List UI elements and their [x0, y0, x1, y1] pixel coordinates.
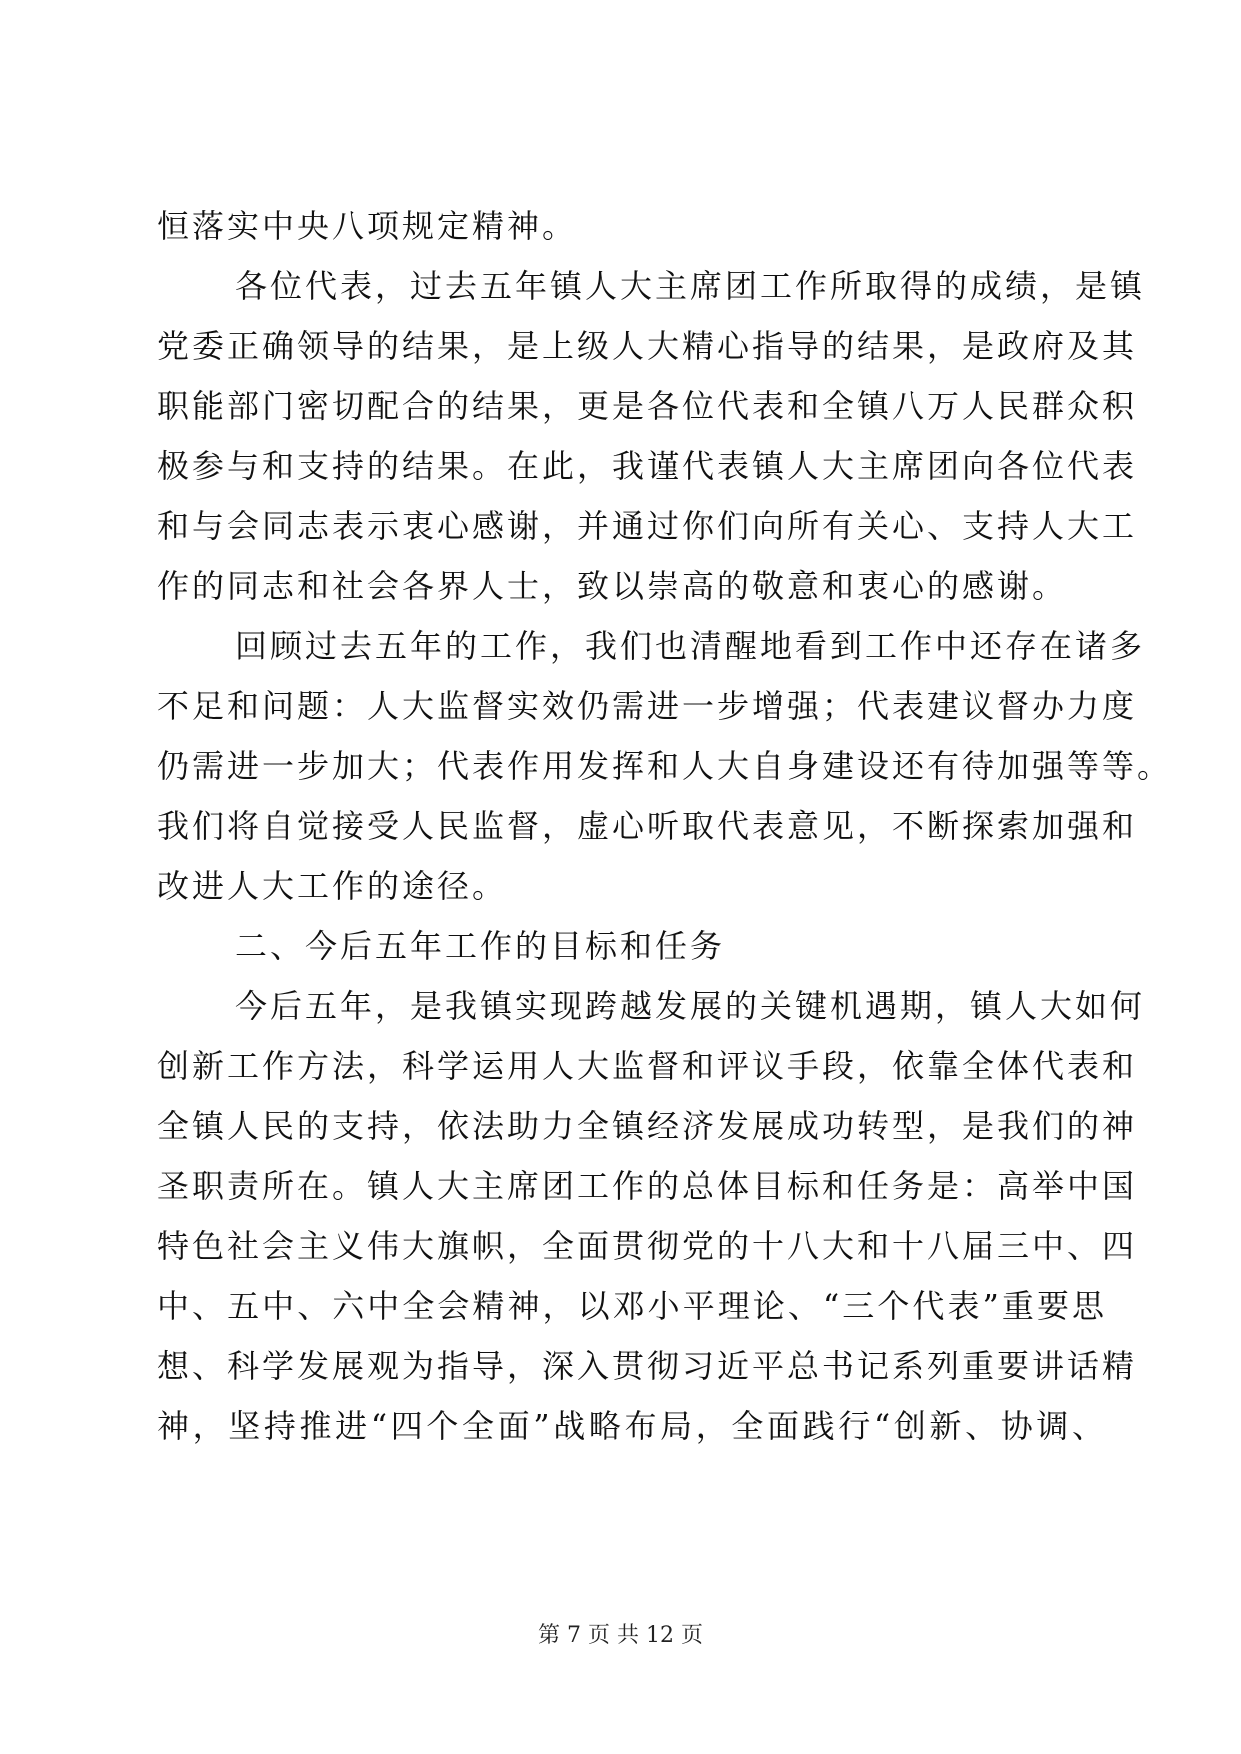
page-number: 第 7 页 共 12 页: [538, 1623, 703, 1648]
text-line: 特色社会主义伟大旗帜，全面贯彻党的十八大和十八届三中、四: [157, 1227, 1138, 1265]
text-line: 全镇人民的支持，依法助力全镇经济发展成功转型，是我们的神: [157, 1107, 1138, 1145]
text-line: 今后五年，是我镇实现跨越发展的关键机遇期，镇人大如何: [235, 987, 1146, 1025]
text-line: 神，坚持推进“四个全面”战略布局，全面践行“创新、协调、: [157, 1407, 1107, 1445]
text-line: 职能部门密切配合的结果，更是各位代表和全镇八万人民群众积: [157, 387, 1138, 425]
text-line: 极参与和支持的结果。在此，我谨代表镇人大主席团向各位代表: [157, 447, 1138, 485]
text-line: 回顾过去五年的工作，我们也清醒地看到工作中还存在诸多: [235, 627, 1146, 665]
text-line: 各位代表，过去五年镇人大主席团工作所取得的成绩，是镇: [235, 267, 1146, 305]
document-body: [157, 196, 1173, 1456]
text-line: 想、科学发展观为指导，深入贯彻习近平总书记系列重要讲话精: [157, 1347, 1138, 1385]
section-heading: 二、今后五年工作的目标和任务: [235, 927, 726, 965]
text-line: 作的同志和社会各界人士，致以崇高的敬意和衷心的感谢。: [157, 567, 1068, 605]
text-line: 恒落实中央八项规定精神。: [157, 207, 578, 245]
text-line: 改进人大工作的途径。: [157, 867, 508, 905]
text-line: 和与会同志表示衷心感谢，并通过你们向所有关心、支持人大工: [157, 507, 1138, 545]
text-line: 创新工作方法，科学运用人大监督和评议手段，依靠全体代表和: [157, 1047, 1138, 1085]
text-line: 党委正确领导的结果，是上级人大精心指导的结果，是政府及其: [157, 327, 1138, 365]
text-line: 中、五中、六中全会精神，以邓小平理论、“三个代表”重要思: [157, 1287, 1107, 1325]
text-line: 仍需进一步加大；代表作用发挥和人大自身建设还有待加强等等。: [157, 747, 1173, 785]
text-line: 不足和问题：人大监督实效仍需进一步增强；代表建议督办力度: [157, 687, 1138, 725]
text-line: 我们将自觉接受人民监督，虚心听取代表意见，不断探索加强和: [157, 807, 1138, 845]
text-line: 圣职责所在。镇人大主席团工作的总体目标和任务是：高举中国: [157, 1167, 1138, 1205]
